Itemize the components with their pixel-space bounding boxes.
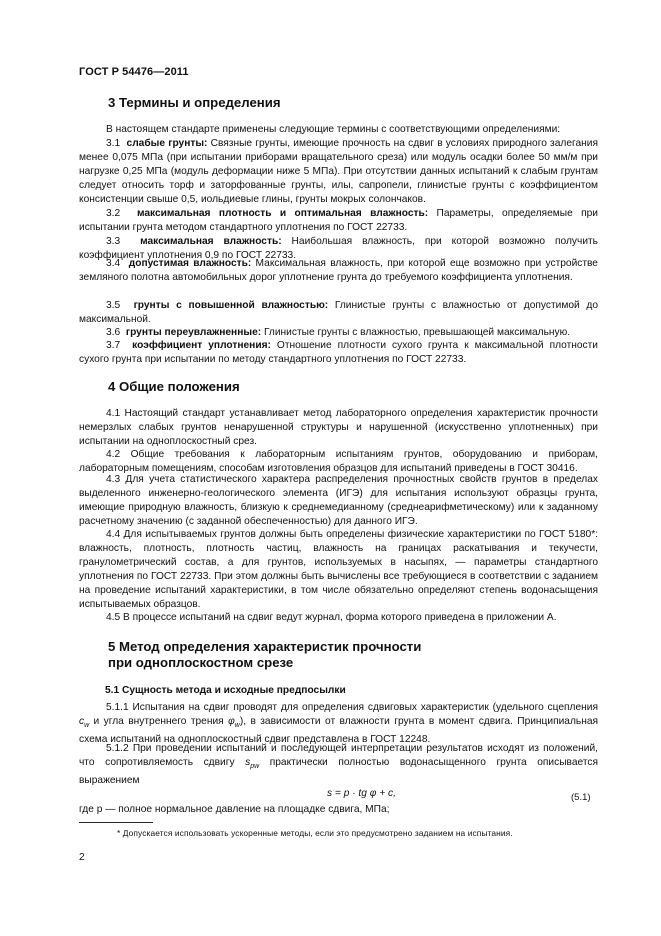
section-3-intro: В настоящем стандарте применены следующие термины с соответствующими определениями: [106, 124, 561, 135]
para-5-1-1: 5.1.1 Испытания на сдвиг проводят для определения сдвиговых характеристик (удельного сцепления $c_w$ и угла внутреннего трения $\varphi_w$), в зависимости от влажности грунта в момент сдвига. Принципиальная схема испытаний на одноплоскостный сдвиг представлена в ГОСТ 12248. [79, 702, 599, 746]
term-3-7: 3.7 коэффициент уплотнения: Отношение плотности сухого грунта к максимальной плотности сухого грунта при испытании по методу стандартного уплотнения по ГОСТ 22733. [79, 340, 598, 366]
term-3-1: 3.1 слабые грунты: Связные грунты, имеющие прочность на сдвиг в условиях природного залегания менее 0,075 МПа (при испытании приборами вращательного среза) или модуль осадки более 50 мм/м при нагрузке 0,25 МПа (модуль деформации ниже 5 МПа). При отсутствии данных испытаний к слабым грунтам следует относить торф и заторфованные грунты, илы, сапропели, глинистые грунты с коэффициентом консистенции свыше 0,5, иольдиевые глины, грунты мокрых солончаков. [79, 138, 598, 206]
section-5-title-line-1: 5 Метод определения характеристик прочности [108, 639, 422, 654]
formula-5-1 [327, 788, 396, 799]
term-3-5: 3.5 грунты с повышенной влажностью: Глинистые грунты с влажностью от допустимой до максимальной. [79, 300, 598, 326]
section-3-title: 3 Термины и определения [108, 95, 281, 110]
footnote-divider [79, 822, 153, 823]
where-definition: где p — полное нормальное давление на площадке сдвига, МПа; [79, 804, 390, 815]
para-4-5: 4.5 В процессе испытаний на сдвиг ведут журнал, форма которого приведена в приложении А. [106, 612, 557, 623]
section-4-title: 4 Общие положения [108, 379, 240, 394]
term-3-3: 3.3 максимальная влажность: Наибольшая влажность, при которой возможно получить коэффициент уплотнения 0,9 по ГОСТ 22733. [79, 236, 598, 262]
subsection-5-1-title: 5.1 Сущность метода и исходные предпосылки [105, 685, 346, 696]
formula-text: s = p · tg φ + c, [327, 788, 396, 799]
term-3-2: 3.2 максимальная плотность и оптимальная влажность: Параметры, определяемые при испытании грунта методом стандартного уплотнения по ГОСТ 22733. [79, 208, 598, 234]
para-4-3: 4.3 Для учета статистического характера распределения прочностных свойств грунтов в пределах выделенного инженерно-геологического элемента (ИГЭ) для испытания используют образцы грунта, имеющие природную влажность, близкую к среднемедианному (среднеарифметическому) или к заданному расчетному значению (с заданной обеспеченностью) для данного ИГЭ. [79, 474, 598, 528]
page-number: 2 [79, 852, 85, 863]
section-5-title-line-2: при одноплоскостном срезе [108, 655, 294, 670]
para-4-2: 4.2 Общие требования к лабораторным испытаниям грунтов, оборудованию и приборам, лабораторным помещениям, способам изготовления образцов для испытаний приведены в ГОСТ 30416. [79, 449, 598, 475]
para-4-1: 4.1 Настоящий стандарт устанавливает метод лабораторного определения характеристик прочности немерзлых слабых грунтов ненарушенной структуры и нарушенной (искусственно уплотненных) при испытании на одноплоскостный срез. [79, 408, 598, 448]
section-5-title [108, 639, 421, 671]
term-3-6: 3.6 грунты переувлажненные: Глинистые грунты с влажностью, превышающей максимальную. [106, 327, 571, 338]
footnote: * Допускается использовать ускоренные методы, если это предусмотрено заданием на испытания. [117, 828, 513, 838]
para-5-1-2: 5.1.2 При проведении испытаний и последующей интерпретации результатов исходят из положений, что сопротивляемость сдвигу $s_{pw}$ практически полностью водонасыщенного грунта описывается выражением [79, 743, 598, 787]
formula-number: (5.1) [571, 792, 591, 803]
para-4-4: 4.4 Для испытываемых грунтов должны быть определены физические характеристики по ГОСТ 5180*: влажность, плотность, плотность частиц, влажность на границах раскатывания и текучести, гранулометрический состав, а для грунтов, используемых в насыпях, — параметры стандартного уплотнения по ГОСТ 22733. При этом должны быть вычислены все требующиеся в соответствии с заданием на проведение испытаний характеристики, в том числе обязательно определяют степень водонасыщения испытываемых образцов. [79, 529, 598, 611]
page-header: ГОСТ Р 54476—2011 [79, 66, 189, 78]
term-3-4: 3.4 допустимая влажность: Максимальная влажность, при которой еще возможно при устройстве земляного полотна автомобильных дорог уплотнение грунта до требуемого коэффициента уплотнения. [79, 258, 598, 284]
